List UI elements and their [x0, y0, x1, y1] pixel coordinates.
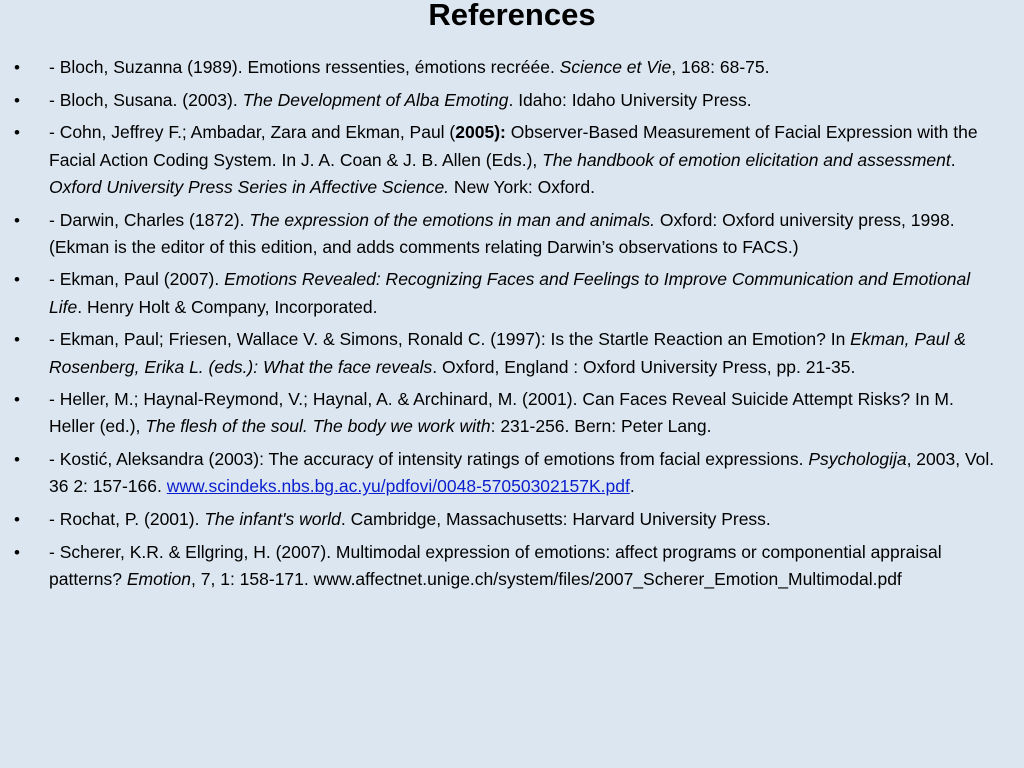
reference-item [14, 119, 1004, 201]
reference-italic-text: The handbook of emotion elicitation and assessment [542, 149, 951, 170]
page-title: References [428, 0, 596, 32]
reference-text: - Heller, M.; Haynal-Reymond, V.; Haynal, A. & Archinard, M. (2001). Can Faces Reveal Suicide Attempt Risks? In M. Heller (ed.), [49, 389, 954, 437]
reference-text: . [629, 476, 635, 497]
reference-item [14, 386, 1004, 440]
bullet-icon: • [14, 450, 20, 470]
bullet-icon: • [14, 123, 20, 143]
reference-italic-text: Psychologija [808, 449, 907, 470]
bullet-icon: • [14, 58, 20, 77]
reference-text: - Ekman, Paul (2007). [49, 269, 225, 290]
reference-item [14, 87, 1004, 114]
reference-text: , 7, 1: 158-171. www.affectnet.unige.ch/system/files/2007_Scherer_Emotion_Multimodal.pdf [191, 568, 902, 589]
reference-link[interactable]: www.scindeks.nbs.bg.ac.yu/pdfovi/0048-57050302157K.pdf [166, 476, 630, 497]
reference-italic-text: The flesh of the soul. The body we work with [145, 416, 491, 437]
reference-text: : 231-256. Bern: Peter Lang. [490, 416, 712, 437]
bullet-icon: • [14, 510, 20, 530]
reference-text: - Scherer, K.R. & Ellgring, H. (2007). Multimodal expression of emotions: affect programs or componential appraisal patterns? [49, 541, 942, 589]
reference-text: Observer-Based Measurement of Facial Expression with the Facial Action Coding System. In J. A. Coan & J. B. Allen (Eds.), [49, 122, 978, 170]
reference-text: . Oxford, England : Oxford University Press, pp. 21-35. [432, 356, 856, 377]
reference-text: - Kostić, Aleksandra (2003): The accuracy of intensity ratings of emotions from facial expressions. [49, 449, 809, 470]
reference-text: Oxford: Oxford university press, 1998. (Ekman is the editor of this edition, and adds comments relating Darwin’s observations to FACS.) [49, 209, 955, 257]
bullet-icon: • [14, 90, 20, 110]
reference-italic-text: The expression of the emotions in man and animals. [249, 209, 655, 230]
reference-italic-text: The Development of Alba Emoting [242, 89, 509, 110]
bullet-icon: • [14, 270, 20, 290]
reference-text: . Cambridge, Massachusetts: Harvard University Press. [340, 509, 771, 530]
references-list [14, 54, 1004, 599]
reference-text: New York: Oxford. [449, 176, 595, 197]
reference-text: - Darwin, Charles (1872). [49, 209, 250, 230]
bullet-icon: • [14, 210, 20, 230]
reference-text: . Idaho: Idaho University Press. [508, 89, 752, 110]
reference-italic-text: Science et Vie [559, 57, 672, 77]
reference-italic-text: Emotions Revealed: Recognizing Faces and Feelings to Improve Communication and Emotional Life [49, 269, 971, 317]
reference-item [14, 446, 1004, 500]
reference-italic-text: Emotion [126, 568, 192, 589]
reference-italic-text: Ekman, Paul & Rosenberg, Erika L. (eds.): What the face reveals [49, 329, 966, 377]
bullet-icon: • [14, 330, 20, 350]
reference-text: - Cohn, Jeffrey F.; Ambadar, Zara and Ekman, Paul ( [49, 122, 456, 143]
reference-item [14, 326, 1004, 380]
reference-italic-text: The infant's world [204, 509, 341, 530]
reference-text: . Henry Holt & Company, Incorporated. [77, 296, 378, 317]
bullet-icon: • [14, 390, 20, 410]
reference-text: , 2003, Vol. 36 2: 157-166. [49, 449, 995, 497]
reference-item [14, 539, 1004, 593]
reference-text: - Bloch, Suzanna (1989). Emotions ressenties, émotions recréée. [49, 57, 560, 77]
reference-item [14, 207, 1004, 261]
reference-text: - Rochat, P. (2001). [49, 509, 205, 530]
reference-italic-text: Oxford University Press Series in Affective Science. [49, 176, 450, 197]
reference-text: - Bloch, Susana. (2003). [49, 89, 243, 110]
reference-text: , 168: 68-75. [671, 57, 770, 77]
reference-item [14, 266, 1004, 320]
reference-text: . [950, 149, 956, 170]
reference-item [14, 54, 1004, 81]
reference-bold-text: 2005): [455, 122, 506, 143]
reference-item [14, 506, 1004, 533]
reference-text: - Ekman, Paul; Friesen, Wallace V. & Simons, Ronald C. (1997): Is the Startle Reaction an Emotion? In [49, 329, 851, 350]
bullet-icon: • [14, 542, 20, 562]
